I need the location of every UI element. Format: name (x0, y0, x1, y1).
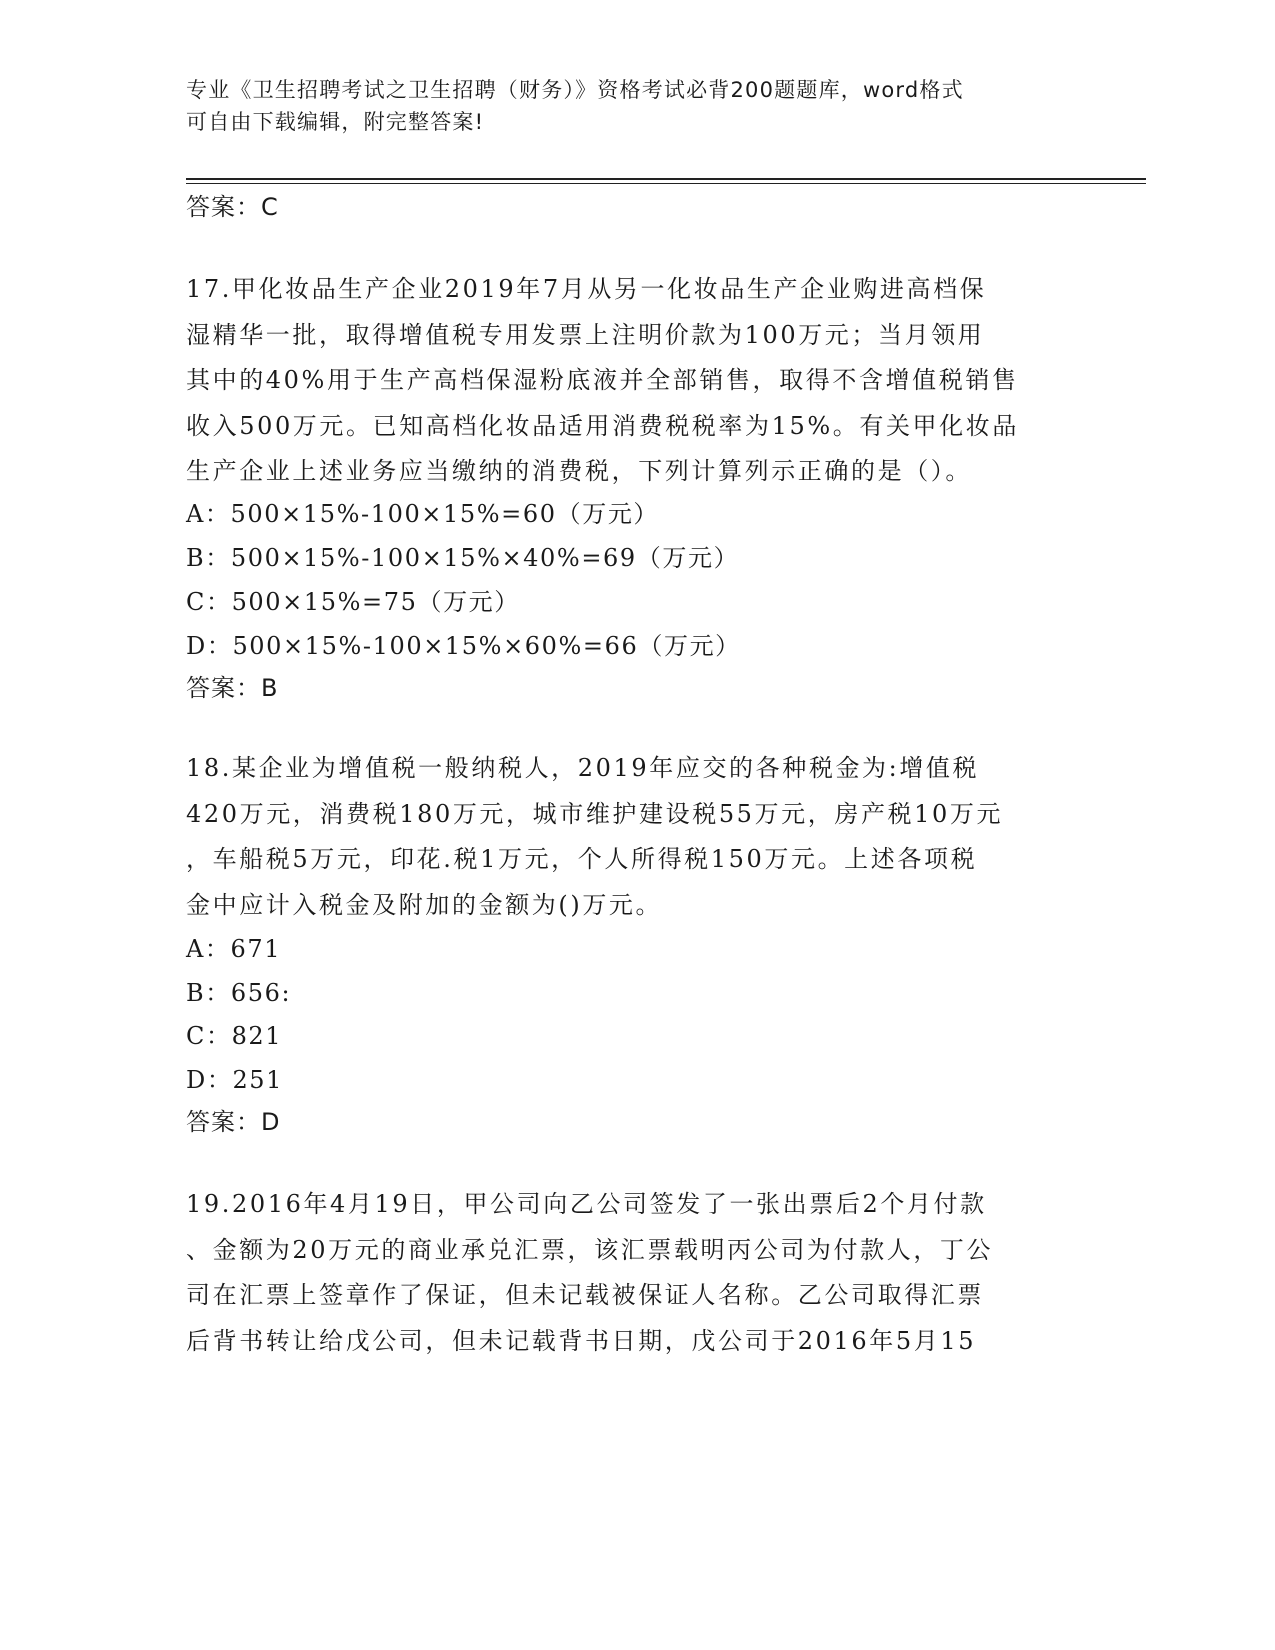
q17-line: 其中的40%用于生产高档保湿粉底液并全部销售，取得不含增值税销售 (186, 366, 1019, 394)
q19-line: 19.2016年4月19日，甲公司向乙公司签发了一张出票后2个月付款 (186, 1190, 987, 1218)
header-line-2: 可自由下载编辑，附完整答案! (186, 110, 485, 134)
q19-line: 司在汇票上签章作了保证，但未记载被保证人名称。乙公司取得汇票 (186, 1281, 984, 1309)
q17-line: 收入500万元。已知高档化妆品适用消费税税率为15%。有关甲化妆品 (186, 411, 1019, 440)
q19-line: 、金额为20万元的商业承兑汇票，该汇票载明丙公司为付款人，丁公 (186, 1235, 994, 1264)
q17-line: 17.甲化妆品生产企业2019年7月从另一化妆品生产企业购进高档保 (186, 275, 987, 303)
q18-line: 金中应计入税金及附加的金额为()万元。 (186, 890, 663, 919)
header-rule-thin (186, 183, 1146, 184)
question-18-text (186, 746, 1086, 928)
q18-line: 18.某企业为增值税一般纳税人，2019年应交的各种税金为:增值税 (186, 754, 980, 782)
q18-line: 420万元，消费税180万元，城市维护建设税55万元，房产税10万元 (186, 799, 1004, 828)
q18-option-d: D：251 (186, 1066, 284, 1094)
header-rule-thick (186, 178, 1146, 180)
question-19-text (186, 1182, 1086, 1364)
q17-option-a: A：500×15%-100×15%=60（万元） (186, 500, 660, 528)
q18-option-c: C：821 (186, 1022, 283, 1050)
q17-option-d: D：500×15%-100×15%×60%=66（万元） (186, 632, 741, 660)
q17-line: 生产企业上述业务应当缴纳的消费税，下列计算列示正确的是（）。 (186, 457, 972, 485)
q17-line: 湿精华一批，取得增值税专用发票上注明价款为100万元；当月领用 (186, 320, 985, 349)
q17-answer: 答案：B (186, 674, 279, 702)
question-17-text (186, 267, 1086, 495)
q17-option-c: C：500×15%=75（万元） (186, 588, 520, 616)
document-header (186, 74, 1066, 138)
q18-line: ，车船税5万元，印花.税1万元，个人所得税150万元。上述各项税 (186, 845, 978, 873)
answer-prev: 答案：C (186, 193, 279, 221)
q19-line: 后背书转让给戊公司，但未记载背书日期，戊公司于2016年5月15 (186, 1326, 977, 1355)
q18-option-b: B：656: (186, 979, 292, 1007)
q18-option-a: A：671 (186, 935, 282, 963)
header-line-1: 专业《卫生招聘考试之卫生招聘（财务）》资格考试必背200题题库，word格式 (186, 78, 964, 102)
q18-answer: 答案：D (186, 1108, 281, 1136)
q17-option-b: B：500×15%-100×15%×40%=69（万元） (186, 544, 740, 572)
